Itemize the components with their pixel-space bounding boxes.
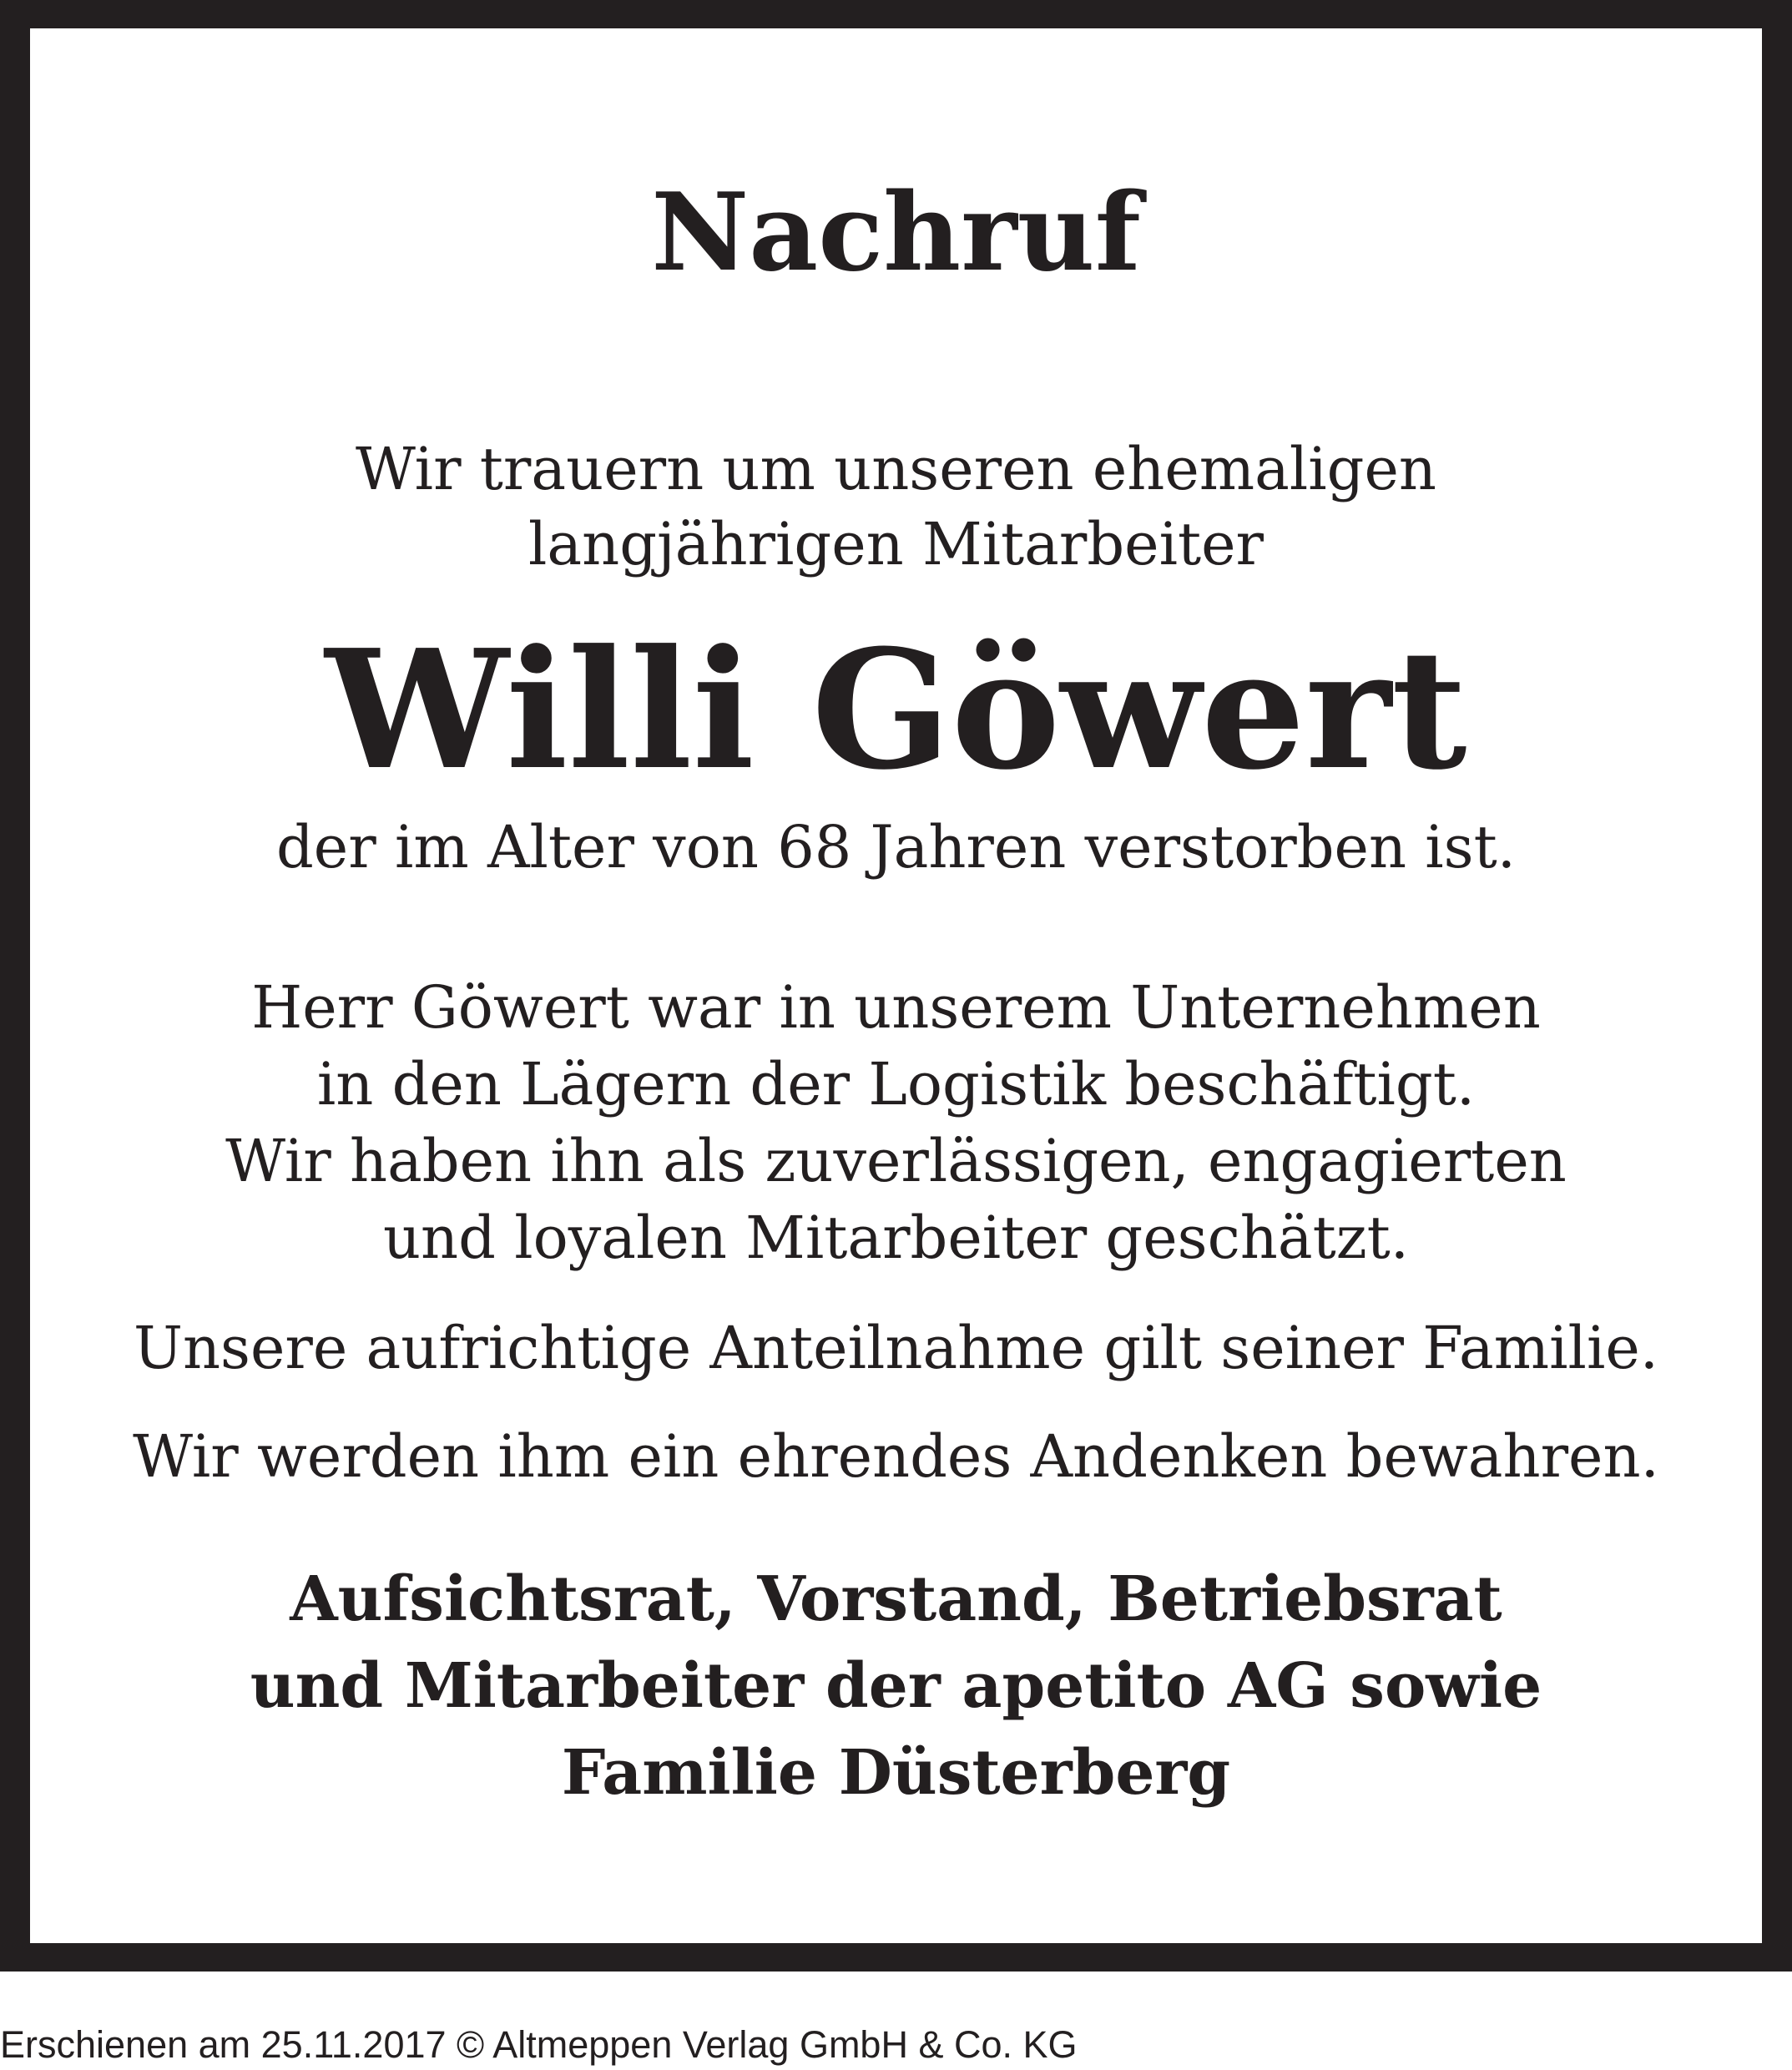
age-line: der im Alter von 68 Jahren verstorben ist.: [276, 813, 1516, 881]
description-line-1: Herr Göwert war in unserem Unternehmen: [251, 973, 1541, 1042]
intro-line-2: langjährigen Mitarbeiter: [528, 510, 1264, 578]
remembrance-line: Wir werden ihm ein ehrendes Andenken bewahren.: [133, 1422, 1659, 1491]
deceased-name: Willi Göwert: [325, 614, 1467, 806]
notice-panel: [30, 28, 1762, 1943]
description-line-2: in den Lägern der Logistik beschäftigt.: [316, 1050, 1476, 1118]
signature-line-2: und Mitarbeiter der apetito AG sowie: [250, 1650, 1542, 1722]
intro-line-1: Wir trauern um unseren ehemaligen: [355, 435, 1437, 503]
description-line-3: Wir haben ihn als zuverlässigen, engagierten: [225, 1127, 1567, 1195]
condolence-line: Unsere aufrichtige Anteilnahme gilt seiner Familie.: [133, 1314, 1659, 1382]
notice-title: Nachruf: [651, 170, 1141, 295]
description-line-4: und loyalen Mitarbeiter geschätzt.: [382, 1204, 1410, 1272]
signature-line-3: Familie Düsterberg: [561, 1737, 1231, 1809]
publication-footer: Erschienen am 25.11.2017 © Altmeppen Verlag GmbH & Co. KG: [0, 2023, 1078, 2066]
signature-line-1: Aufsichtsrat, Vorstand, Betriebsrat: [290, 1563, 1502, 1635]
